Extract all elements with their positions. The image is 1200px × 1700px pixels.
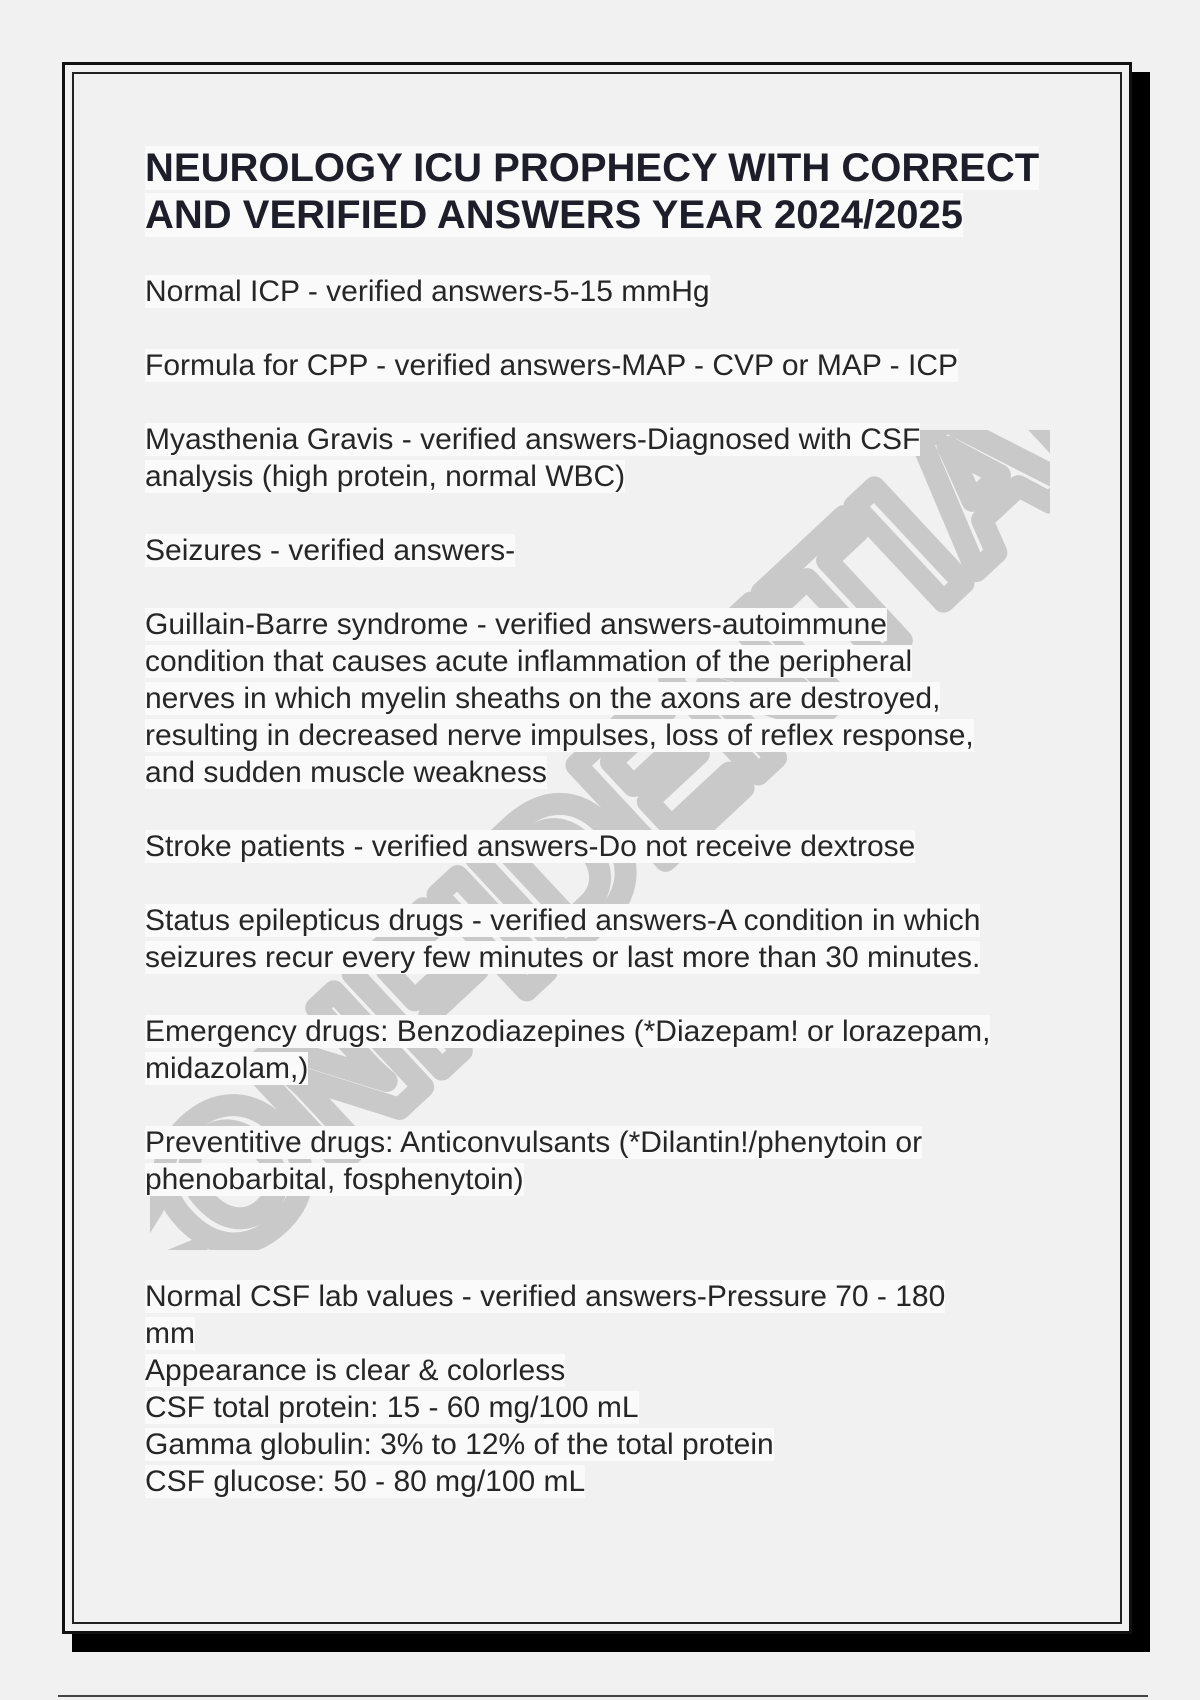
entry-status-epilepticus: Status epilepticus drugs - verified answers-A condition in which seizures recur every few minutes or last more than 30 minutes. (145, 904, 981, 974)
document-body (145, 145, 1065, 1537)
entry-emergency-drugs: Emergency drugs: Benzodiazepines (*Diazepam! or lorazepam, midazolam,) (145, 1015, 991, 1085)
entry-myasthenia-gravis: Myasthenia Gravis - verified answers-Diagnosed with CSF analysis (high protein, normal WBC) (145, 423, 921, 493)
entry-seizures: Seizures - verified answers- (145, 534, 516, 567)
title-line-1: NEUROLOGY ICU PROPHECY WITH CORRECT (145, 146, 1040, 190)
entry-normal-csf-values: Normal CSF lab values - verified answers-Pressure 70 - 180 mm Appearance is clear & colorless CSF total protein: 15 - 60 mg/100 mL Gamma globulin: 3% to 12% of the total protein CSF glucose: 50 - 80 mg/100 mL (145, 1280, 946, 1498)
entry-stroke-patients: Stroke patients - verified answers-Do not receive dextrose (145, 830, 916, 863)
entry-cpp-formula: Formula for CPP - verified answers-MAP - CVP or MAP - ICP (145, 349, 959, 382)
bottom-rule (58, 1695, 1148, 1697)
entry-normal-icp: Normal ICP - verified answers-5-15 mmHg (145, 275, 710, 308)
document-title (145, 145, 1065, 239)
title-line-2: AND VERIFIED ANSWERS YEAR 2024/2025 (145, 193, 964, 237)
entry-guillain-barre: Guillain-Barre syndrome - verified answers-autoimmune condition that causes acute inflammation of the peripheral nerves in which myelin sheaths on the axons are destroyed, resulting in decreased nerve impulses, loss of reflex response, and sudden muscle weakness (145, 608, 974, 789)
entry-preventitive-drugs: Preventitive drugs: Anticonvulsants (*Dilantin!/phenytoin or phenobarbital, fosphenytoin) (145, 1126, 923, 1196)
